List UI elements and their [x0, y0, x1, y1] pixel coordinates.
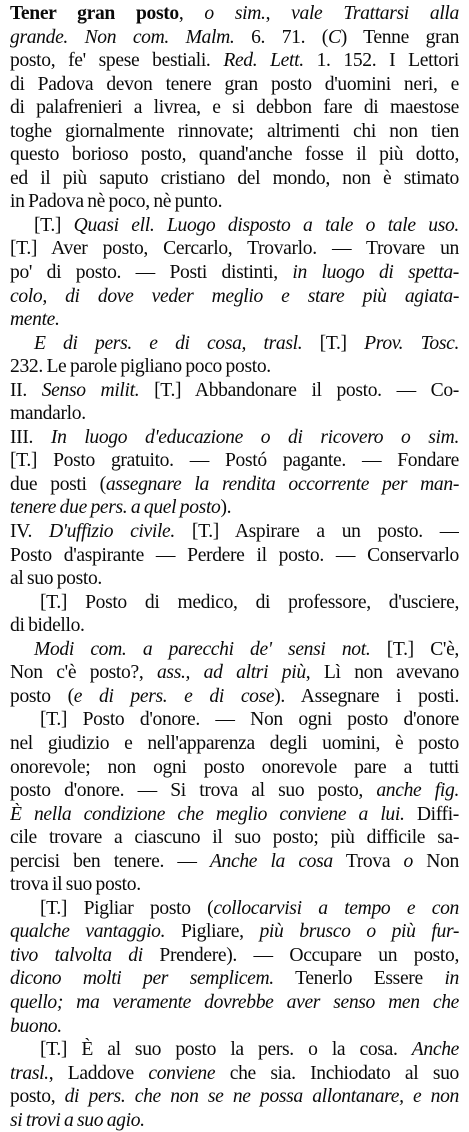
roman-text: 6. 71. (: [234, 26, 328, 48]
roman-text: [T.]: [302, 332, 365, 354]
roman-text: [T.] Aspirare a un posto. —: [174, 521, 459, 543]
italic-text: Red. Lett.: [223, 50, 304, 72]
roman-text: ,: [178, 3, 205, 24]
text-line: [10, 214, 459, 238]
roman-text: , Laddove: [48, 1062, 149, 1084]
roman-text: ed il più saputo cristiano del mondo, non è stimato: [10, 167, 459, 189]
italic-text: quello; ma veramente dovrebbe aver senso men che: [10, 991, 459, 1013]
text-line: [10, 237, 459, 261]
roman-text: nel giudizio e nell'apparenza degli uomini, è posto: [10, 732, 459, 754]
roman-text: due posti (: [10, 473, 106, 495]
italic-text: vale Trattarsi alla: [291, 3, 459, 24]
roman-text: Pigliare,: [165, 921, 260, 943]
roman-text: che sia. Inchiodato al suo: [215, 1062, 459, 1084]
roman-text: Non: [412, 850, 459, 872]
roman-text: di Padova devon tenere gran posto d'uomini neri, e: [10, 73, 459, 95]
text-line: [10, 26, 459, 50]
text-line: [10, 873, 459, 897]
text-line: [10, 190, 459, 214]
italic-text: e di pers. e di cose: [73, 685, 275, 707]
roman-text: IV.: [10, 521, 49, 543]
roman-text: Non c'è posto?,: [10, 662, 157, 684]
roman-text: [T.] Posto gratuito. — Postó pagante. — Fondare: [10, 450, 459, 472]
text-line: [10, 379, 459, 403]
text-line: [10, 967, 459, 991]
text-line: [10, 685, 459, 709]
roman-text: toghe giornalmente rinnovate; altrimenti chi non tien: [10, 120, 459, 142]
text-line: [10, 1085, 459, 1109]
bold-headword: Tener gran posto: [10, 3, 179, 24]
italic-text: Prov. Tosc.: [364, 332, 459, 354]
text-line: [10, 96, 459, 120]
text-line: [10, 708, 459, 732]
text-line: [10, 944, 459, 968]
italic-text: in luogo di spetta-: [292, 262, 459, 284]
roman-text: [T.]: [34, 214, 74, 236]
text-line: [10, 1062, 459, 1086]
roman-text: percisi ben tenere. —: [10, 850, 210, 872]
text-line: [10, 167, 459, 191]
italic-text: più brusco o più fur-: [259, 921, 459, 943]
text-line: [10, 402, 459, 426]
roman-text: po' di posto. — Posti distinti,: [10, 262, 293, 284]
roman-text: di bidello.: [10, 615, 85, 637]
text-line: [10, 591, 459, 615]
italic-text: si trovi a suo agio.: [10, 1109, 145, 1131]
roman-text: [T.] Posto di medico, di professore, d'usciere,: [40, 591, 459, 613]
text-line: [10, 850, 459, 874]
italic-text: Quasi ell. Luogo disposto a tale o tale uso.: [73, 214, 459, 236]
text-line: [10, 991, 459, 1015]
roman-text: Prendere). — Occupare un posto,: [142, 944, 459, 966]
italic-text: In luogo d'educazione o di ricovero o sim.: [50, 426, 459, 448]
text-line: [10, 332, 459, 356]
text-line: [10, 567, 459, 591]
roman-text: [T.] Posto d'onore. — Non ogni posto d'onore: [40, 709, 459, 731]
roman-text: , Lì non avevano: [305, 662, 459, 684]
roman-text: [T.] C'è,: [370, 638, 459, 660]
roman-text: posto d'onore. — Si trova al suo posto,: [10, 780, 377, 802]
text-line: [10, 355, 459, 379]
text-line: [10, 473, 459, 497]
text-line: [10, 920, 459, 944]
roman-text: onorevole; non ogni posto onorevole pare a tutti: [10, 756, 459, 778]
italic-text: C: [327, 26, 341, 48]
roman-text: II.: [10, 379, 42, 401]
text-line: [10, 614, 459, 638]
text-line: [10, 120, 459, 144]
roman-text: Diffi-: [404, 803, 459, 825]
roman-text: posto, fe' spese bestiali.: [10, 50, 224, 72]
roman-text: III.: [10, 426, 51, 448]
text-line: [10, 897, 459, 921]
text-line: [10, 285, 459, 309]
italic-text: tenere due pers. a quel posto: [10, 497, 221, 519]
italic-text: trasl.: [10, 1062, 49, 1084]
italic-text: o: [403, 850, 413, 872]
italic-text: grande. Non com. Malm.: [10, 26, 235, 48]
text-line: [10, 308, 459, 332]
italic-text: tivo talvolta di: [10, 944, 143, 966]
roman-text: Posto d'aspirante — Perdere il posto. — Conservarlo: [10, 544, 459, 566]
text-line: [10, 1015, 459, 1039]
italic-text: Modi com. a parecchi de' sensi not.: [34, 638, 371, 660]
text-line: [10, 826, 459, 850]
roman-text: [T.] Aver posto, Cercarlo, Trovarlo. — Trovare un: [10, 238, 459, 260]
roman-text: 232. Le parole pigliano poco posto.: [10, 356, 271, 378]
italic-text: Anche la cosa: [209, 850, 333, 872]
italic-text: in: [444, 968, 459, 990]
italic-text: mente.: [10, 309, 60, 331]
text-line: [10, 803, 459, 827]
dictionary-entry-posto: [10, 2, 459, 1132]
italic-text: buono.: [10, 1015, 62, 1037]
italic-text: Anche: [411, 1039, 459, 1061]
roman-text: di palafrenieri a livrea, e si debbon fare di maestose: [10, 97, 459, 119]
italic-text: anche fig.: [376, 780, 459, 802]
italic-text: colo, di dove veder meglio e stare più agiata-: [10, 285, 459, 307]
text-line: [10, 520, 459, 544]
text-line: [10, 756, 459, 780]
text-line: [10, 732, 459, 756]
roman-text: mandarlo.: [10, 403, 86, 425]
italic-text: dicono molti per semplicem.: [10, 968, 274, 990]
italic-text: È nella condizione che meglio conviene a lui.: [10, 803, 405, 825]
text-line: [10, 143, 459, 167]
roman-text: trova il suo posto.: [10, 874, 141, 896]
text-line: [10, 1109, 459, 1132]
text-line: [10, 661, 459, 685]
text-line: [10, 1038, 459, 1062]
text-line: [10, 261, 459, 285]
italic-text: o sim.: [204, 3, 266, 24]
roman-text: in Padova nè poco, nè punto.: [10, 191, 223, 213]
italic-text: assegnare la rendita occorrente per man-: [105, 473, 459, 495]
italic-text: Senso milit.: [41, 379, 140, 401]
text-line: [10, 544, 459, 568]
italic-text: di pers. che non se ne possa allontanare, e non: [64, 1086, 459, 1108]
italic-text: qualche vantaggio.: [10, 921, 166, 943]
text-line: [10, 779, 459, 803]
roman-text: cile trovare a ciascuno il suo posto; più difficile sa-: [10, 827, 459, 849]
roman-text: [T.] Abbandonare il posto. — Co-: [139, 379, 459, 401]
italic-text: ass., ad altri più: [156, 662, 306, 684]
roman-text: ). Assegnare i posti.: [274, 685, 459, 707]
italic-text: E di pers. e di cosa, trasl.: [34, 332, 303, 354]
text-line: [10, 449, 459, 473]
roman-text: [T.] È al suo posto la pers. o la cosa.: [40, 1039, 412, 1061]
roman-text: questo borioso posto, quand'anche fosse il più dotto,: [10, 144, 459, 166]
text-line: [10, 73, 459, 97]
italic-text: D'uffizio civile.: [48, 521, 175, 543]
roman-text: al suo posto.: [10, 568, 102, 590]
roman-text: ,: [265, 3, 292, 24]
roman-text: posto (: [10, 685, 74, 707]
roman-text: ).: [220, 497, 232, 519]
text-line: [10, 49, 459, 73]
italic-text: conviene: [148, 1062, 216, 1084]
text-line: [10, 2, 459, 26]
roman-text: 1. 152. I Lettori: [303, 50, 459, 72]
italic-text: collocarvisi a tempo e con: [213, 897, 459, 919]
roman-text: posto,: [10, 1086, 65, 1108]
text-line: [10, 496, 459, 520]
roman-text: Trova: [332, 850, 404, 872]
roman-text: [T.] Pigliar posto (: [40, 897, 214, 919]
text-line: [10, 426, 459, 450]
roman-text: ) Tenne gran: [340, 26, 459, 48]
roman-text: Tenerlo Essere: [273, 968, 445, 990]
text-line: [10, 638, 459, 662]
